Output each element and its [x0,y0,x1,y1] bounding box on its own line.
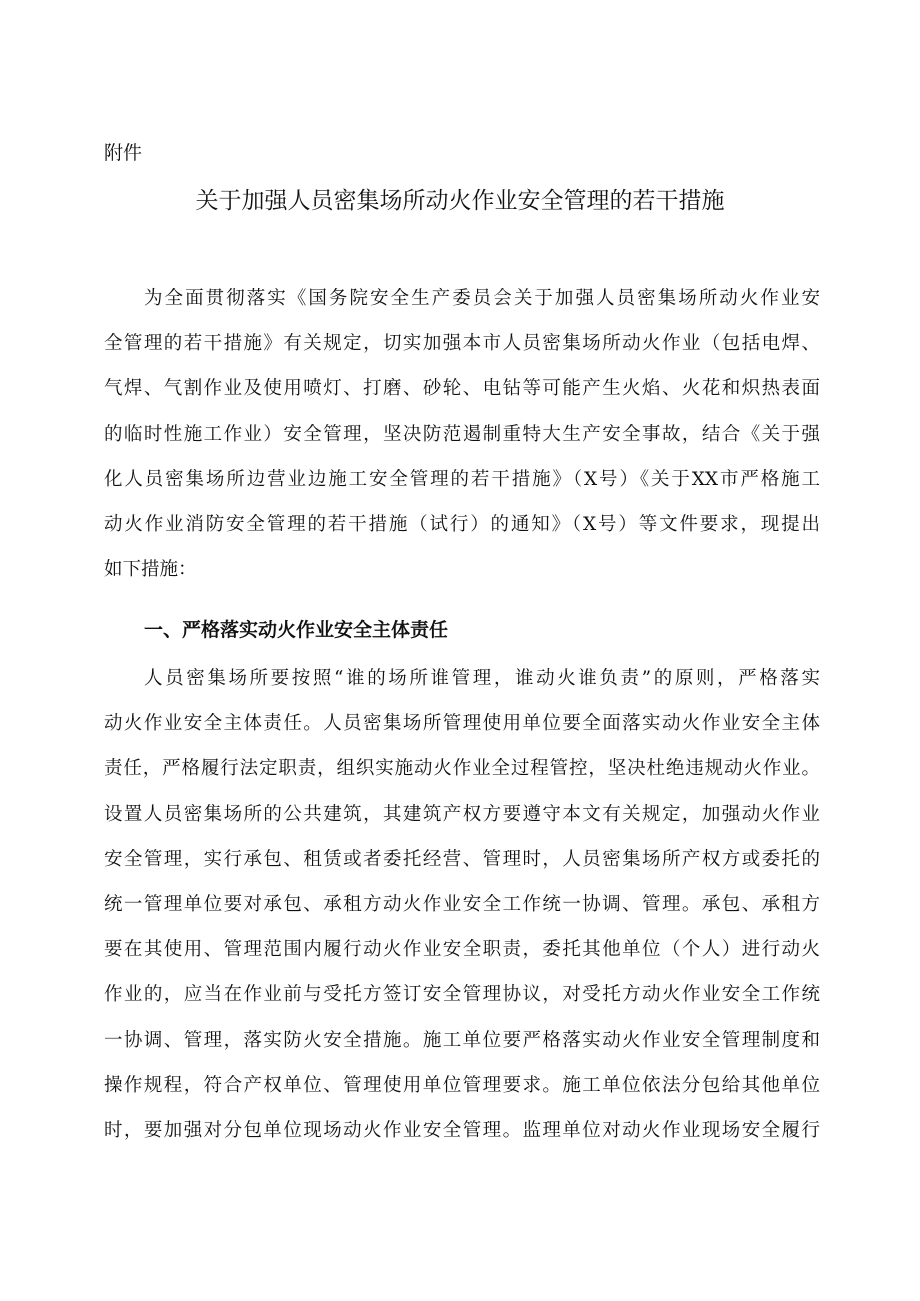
intro-line: 的临时性施工作业）安全管理，坚决防范遏制重特大生产安全事故，结合《关于强 [104,423,820,445]
section-1-line: 一协调、管理，落实防火安全措施。施工单位要严格落实动火作业安全管理制度和 [104,1029,820,1051]
intro-paragraph [104,276,820,592]
intro-line: 动火作业消防安全管理的若干措施（试行）的通知》（X号）等文件要求，现提出 [104,513,820,535]
section-1-line: 统一管理单位要对承包、承租方动火作业安全工作统一协调、管理。承包、承租方 [104,893,820,915]
attachment-label: 附件 [104,142,143,164]
intro-line: 全管理的若干措施》有关规定，切实加强本市人员密集场所动火作业（包括电焊、 [104,333,820,355]
section-1-heading: 一、严格落实动火作业安全主体责任 [144,619,449,641]
intro-line: 如下措施： [104,559,197,581]
section-1-line: 要在其使用、管理范围内履行动火作业安全职责，委托其他单位（个人）进行动火 [104,939,820,961]
section-1-paragraph [104,656,820,1153]
section-1-line: 设置人员密集场所的公共建筑，其建筑产权方要遵守本文有关规定，加强动火作业 [104,803,820,825]
section-1-line: 安全管理，实行承包、租赁或者委托经营、管理时，人员密集场所产权方或委托的 [104,848,820,870]
section-1-line: 操作规程，符合产权单位、管理使用单位管理要求。施工单位依法分包给其他单位 [104,1074,820,1096]
section-1-line: 时，要加强对分包单位现场动火作业安全管理。监理单位对动火作业现场安全履行 [104,1119,820,1141]
intro-line: 气焊、气割作业及使用喷灯、打磨、砂轮、电钻等可能产生火焰、火花和炽热表面 [104,378,820,400]
section-1-line: 动火作业安全主体责任。人员密集场所管理使用单位要全面落实动火作业安全主体 [104,713,820,735]
intro-line: 化人员密集场所边营业边施工安全管理的若干措施》（X号）《关于XX市严格施工 [104,468,820,490]
intro-line: 为全面贯彻落实《国务院安全生产委员会关于加强人员密集场所动火作业安 [144,288,820,309]
section-1-line: 人员密集场所要按照“谁的场所谁管理，谁动火谁负责”的原则，严格落实 [144,668,820,689]
document-title: 关于加强人员密集场所动火作业安全管理的若干措施 [195,188,725,214]
section-1-line: 责任，严格履行法定职责，组织实施动火作业全过程管控，坚决杜绝违规动火作业。 [104,758,820,780]
section-1-line: 作业的，应当在作业前与受托方签订安全管理协议，对受托方动火作业安全工作统 [104,984,820,1006]
